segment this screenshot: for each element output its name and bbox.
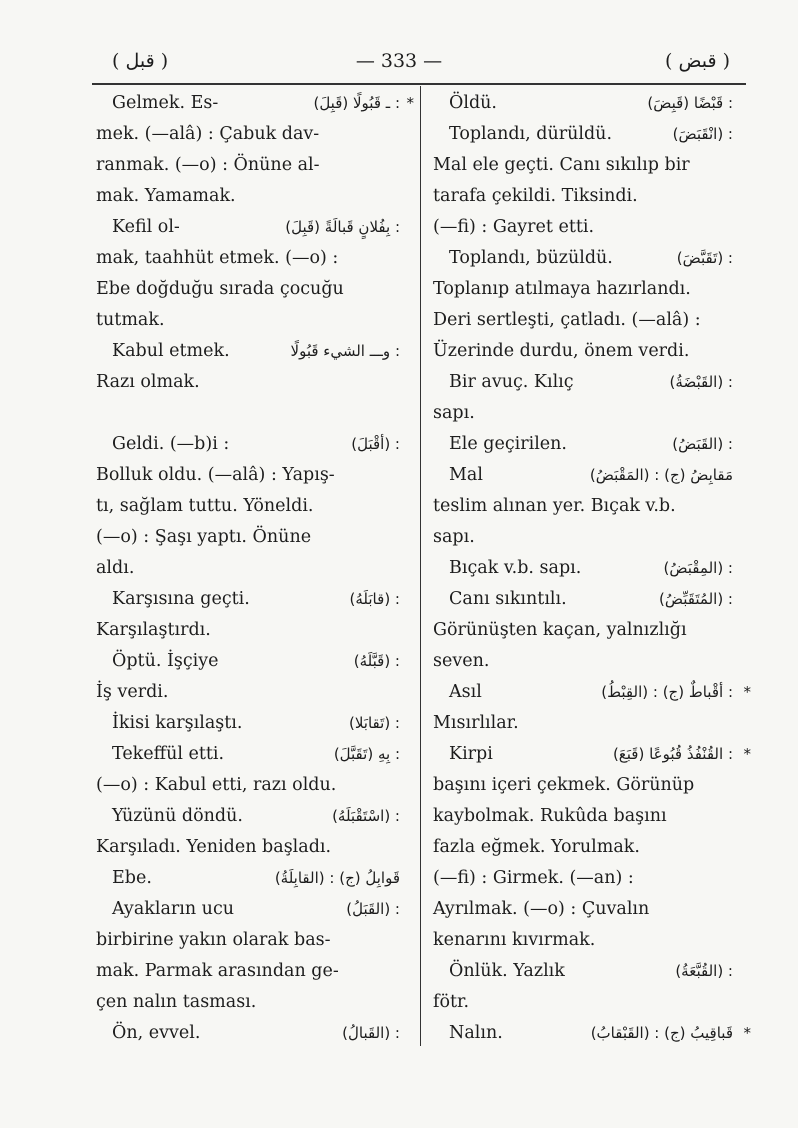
dictionary-line [433, 739, 751, 770]
turkish-text: Mal ele geçti. Canı sıkılıp bir [433, 155, 690, 175]
turkish-text: Yüzünü döndü. [112, 806, 243, 826]
turkish-text: Görünüşten kaçan, yalnızlığı [433, 620, 687, 640]
dictionary-line [433, 584, 741, 615]
turkish-text: Karşılaştırdı. [96, 620, 211, 640]
turkish-text: Bir avuç. Kılıç [449, 372, 574, 392]
turkish-text: çen nalın tasması. [96, 992, 257, 1012]
turkish-text: Ele geçirilen. [449, 434, 567, 454]
entry-star-marker: * [743, 683, 751, 701]
dictionary-line [96, 832, 408, 863]
turkish-text: Geldi. (—b)i : [112, 434, 230, 454]
arabic-headword: (قَبَعَ) القُنْفُذُ قُبُوعًا : [612, 745, 733, 763]
dictionary-line [96, 584, 408, 615]
dictionary-line [433, 677, 751, 708]
arabic-headword: (قَبِلَ) ـ قَبُولًا : [313, 94, 400, 112]
turkish-text: Karşısına geçti. [112, 589, 250, 609]
dictionary-line [433, 119, 741, 150]
dictionary-line [96, 181, 408, 212]
arabic-headword: (قَبَّلَهُ) : [353, 652, 400, 670]
dictionary-line [433, 491, 741, 522]
dictionary-line [96, 212, 408, 243]
turkish-text: Razı olmak. [96, 372, 200, 392]
turkish-text: Mal [449, 465, 483, 485]
dictionary-line [96, 429, 408, 460]
arabic-headword: (القِبْطُ) : (ج) أقْباطٌ : [601, 683, 733, 701]
arabic-headword: (القَبَضُ) : [672, 435, 733, 453]
dictionary-line [96, 553, 408, 584]
turkish-text: Karşıladı. Yeniden başladı. [96, 837, 332, 857]
arabic-headword: (قابَلَهُ) : [349, 590, 400, 608]
dictionary-line [433, 88, 741, 119]
turkish-text: fötr. [433, 992, 470, 1012]
dictionary-line [433, 460, 741, 491]
entry-star-marker: * [406, 94, 414, 112]
arabic-headword: (المِقْبَضُ) : [663, 559, 733, 577]
turkish-text: mak, taahhüt etmek. (—o) : [96, 248, 339, 268]
dictionary-line [433, 553, 741, 584]
turkish-text: teslim alınan yer. Bıçak v.b. [433, 496, 676, 516]
turkish-text: Toplandı, dürüldü. [449, 124, 613, 144]
dictionary-line [433, 646, 741, 677]
arabic-headword: (تَقابَلا) : [348, 714, 400, 732]
turkish-text: Ayrılmak. (—o) : Çuvalın [433, 899, 650, 919]
dictionary-line [433, 336, 741, 367]
turkish-text: Öptü. İşçiye [112, 651, 219, 671]
entry-star-marker: * [743, 1024, 751, 1042]
turkish-text: mak. Yamamak. [96, 186, 236, 206]
dictionary-line [433, 925, 741, 956]
turkish-text: sapı. [433, 527, 475, 547]
dictionary-line [96, 336, 408, 367]
arabic-headword: (قَبِضَ) قَبْضًا : [647, 94, 733, 112]
dictionary-line [96, 801, 408, 832]
turkish-text: Toplandı, büzüldü. [449, 248, 613, 268]
turkish-text: Ayakların ucu [112, 899, 235, 919]
arabic-headword: وـــ الشيء قَبُولًا : [290, 342, 400, 360]
dictionary-line [433, 243, 741, 274]
turkish-text: ranmak. (—o) : Önüne al- [96, 155, 320, 175]
dictionary-line [96, 367, 408, 398]
dictionary-line [96, 770, 408, 801]
turkish-text: seven. [433, 651, 490, 671]
arabic-headword: (القَبَلُ) : [346, 900, 400, 918]
dictionary-line [96, 987, 408, 1018]
turkish-text: mek. (—alâ) : Çabuk dav- [96, 124, 320, 144]
turkish-text: sapı. [433, 403, 475, 423]
arabic-headword: (المَقْبَضُ) : (ج) مَقابِضُ [589, 466, 733, 484]
dictionary-line [96, 88, 414, 119]
dictionary-line [96, 243, 408, 274]
arabic-headword: (القَبالُ) : [342, 1024, 400, 1042]
turkish-text: Öldü. [449, 93, 497, 113]
dictionary-line [96, 646, 408, 677]
turkish-text: tı, sağlam tuttu. Yöneldi. [96, 496, 314, 516]
header-rule [92, 83, 746, 85]
turkish-text: kaybolmak. Rukûda başını [433, 806, 667, 826]
turkish-text: tutmak. [96, 310, 165, 330]
dictionary-line [433, 770, 741, 801]
arabic-headword: (القابِلَةُ) : (ج) قَوابِلُ [274, 869, 400, 887]
turkish-text: Asıl [449, 682, 482, 702]
entry-star-marker: * [743, 745, 751, 763]
dictionary-line [433, 894, 741, 925]
turkish-text: Ebe doğduğu sırada çocuğu [96, 279, 344, 299]
turkish-text: Nalın. [449, 1023, 503, 1043]
dictionary-line [433, 212, 741, 243]
turkish-text: Toplanıp atılmaya hazırlandı. [433, 279, 691, 299]
page-number: — 333 — [355, 50, 443, 72]
dictionary-line [433, 615, 741, 646]
arabic-headword: (انْقَبَضَ) : [672, 125, 733, 143]
turkish-text: Önlük. Yazlık [449, 961, 565, 981]
turkish-text: Bıçak v.b. sapı. [449, 558, 582, 578]
turkish-text: (—fi) : Girmek. (—an) : [433, 868, 634, 888]
dictionary-line [96, 305, 408, 336]
turkish-text: kenarını kıvırmak. [433, 930, 596, 950]
turkish-text: (—fi) : Gayret etti. [433, 217, 595, 237]
dictionary-line [433, 181, 741, 212]
dictionary-line [433, 801, 741, 832]
arabic-headword: (اسْتَقْبَلَهُ) : [332, 807, 400, 825]
turkish-text: (—o) : Kabul etti, razı oldu. [96, 775, 337, 795]
dictionary-line [96, 956, 408, 987]
turkish-text: tarafa çekildi. Tiksindi. [433, 186, 638, 206]
dictionary-line [96, 1018, 408, 1049]
turkish-text: Gelmek. Es- [112, 93, 219, 113]
turkish-text: İkisi karşılaştı. [112, 713, 243, 733]
blank-line [96, 398, 408, 429]
turkish-text: (—o) : Şaşı yaptı. Önüne [96, 527, 312, 547]
right-column [433, 88, 751, 1049]
dictionary-line [96, 150, 408, 181]
dictionary-line [96, 677, 408, 708]
header-right-root: ( قبض ) [665, 50, 730, 72]
turkish-text: Canı sıkıntılı. [449, 589, 567, 609]
turkish-text: İş verdi. [96, 682, 169, 702]
dictionary-line [96, 491, 408, 522]
dictionary-line [96, 925, 408, 956]
turkish-text: Üzerinde durdu, önem verdi. [433, 341, 690, 361]
dictionary-line [433, 305, 741, 336]
dictionary-line [433, 863, 741, 894]
turkish-text: mak. Parmak arasından ge- [96, 961, 339, 981]
dictionary-line [433, 708, 741, 739]
dictionary-line [433, 832, 741, 863]
dictionary-line [96, 739, 408, 770]
dictionary-line [433, 398, 741, 429]
turkish-text: Deri sertleşti, çatladı. (—alâ) : [433, 310, 701, 330]
turkish-text: Kabul etmek. [112, 341, 230, 361]
dictionary-line [96, 708, 408, 739]
turkish-text: Ön, evvel. [112, 1023, 201, 1043]
turkish-text: Mısırlılar. [433, 713, 519, 733]
left-column [96, 88, 414, 1049]
arabic-headword: (القُبَّعَةُ) : [675, 962, 733, 980]
turkish-text: fazla eğmek. Yorulmak. [433, 837, 640, 857]
turkish-text: başını içeri çekmek. Görünüp [433, 775, 695, 795]
dictionary-line [433, 274, 741, 305]
dictionary-line [96, 615, 408, 646]
column-divider [420, 86, 421, 1046]
arabic-headword: (القَبْضَةُ) : [669, 373, 733, 391]
dictionary-line [433, 987, 741, 1018]
turkish-text: Bolluk oldu. (—alâ) : Yapış- [96, 465, 335, 485]
dictionary-line [96, 460, 408, 491]
arabic-headword: (تَقَبَّلَ) بِهِ : [333, 745, 400, 763]
dictionary-line [96, 894, 408, 925]
dictionary-line [96, 863, 408, 894]
arabic-headword: (المُتَقَبِّضُ) : [659, 590, 733, 608]
dictionary-line [433, 429, 741, 460]
turkish-text: birbirine yakın olarak bas- [96, 930, 331, 950]
turkish-text: Kefil ol- [112, 217, 180, 237]
dictionary-line [433, 522, 741, 553]
dictionary-line [96, 522, 408, 553]
header-left-root: ( قبل ) [112, 50, 169, 72]
turkish-text: Ebe. [112, 868, 152, 888]
dictionary-line [96, 119, 408, 150]
turkish-text: aldı. [96, 558, 135, 578]
turkish-text: Kirpi [449, 744, 493, 764]
turkish-text: Tekeffül etti. [112, 744, 225, 764]
arabic-headword: (القَبْقابُ) : (ج) قَباقِيبُ [590, 1024, 733, 1042]
arabic-headword: (تَقَبَّضَ) : [676, 249, 733, 267]
dictionary-line [433, 1018, 751, 1049]
dictionary-line [433, 367, 741, 398]
dictionary-line [433, 150, 741, 181]
arabic-headword: (قَبِلَ) بِفُلانٍ قَبالَةً : [285, 218, 400, 236]
dictionary-line [433, 956, 741, 987]
dictionary-line [96, 274, 408, 305]
arabic-headword: (أقْبَلَ) : [351, 435, 400, 453]
